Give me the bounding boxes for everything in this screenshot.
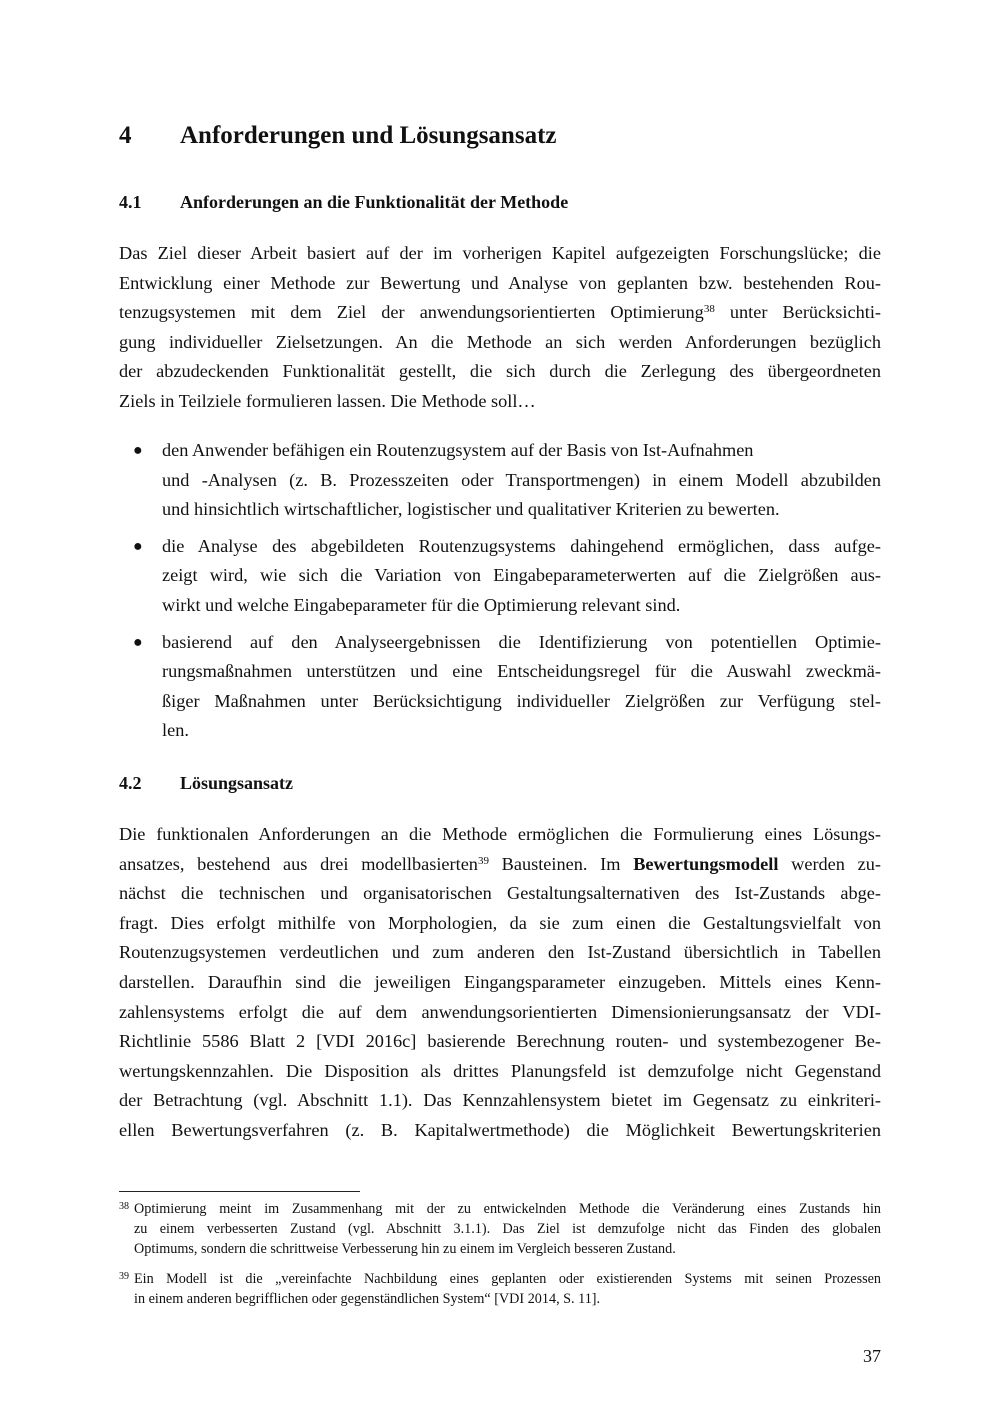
paragraph-intro: [119, 239, 881, 417]
text-line: der Betrachtung (vgl. Abschnitt 1.1). Das Kennzahlensystem bietet im Gegensatz zu einkriteri-: [119, 1090, 881, 1111]
page-number: 37: [863, 1346, 881, 1366]
text-line: [119, 850, 881, 880]
requirements-list: [119, 436, 881, 753]
list-item: [119, 436, 881, 525]
text-line: Richtlinie 5586 Blatt 2 [VDI 2016c] basierende Berechnung routen- und systembezogener Be-: [119, 1031, 881, 1052]
section-heading-4-2: [119, 770, 899, 796]
text-line: [119, 298, 881, 328]
chapter-number: 4: [119, 122, 132, 149]
bold-term: Bewertungsmodell: [633, 853, 779, 874]
text-line: fragt. Dies erfolgt mithilfe von Morphologien, da sie zum einen die Gestaltungsvielfalt von: [119, 912, 881, 933]
text-line: len.: [162, 720, 189, 741]
text-line: zeigt wird, wie sich die Variation von Eingabeparameterwerten auf die Zielgrößen aus-: [162, 565, 881, 586]
section-number: 4.1: [119, 192, 142, 212]
text-line: der abzudeckenden Funktionalität gestellt, die sich durch die Zerlegung des übergeordneten: [119, 361, 881, 382]
footnote-divider: [119, 1191, 360, 1192]
paragraph-solution: [119, 820, 881, 1146]
chapter-heading: [119, 118, 899, 154]
text-line: zahlensystems erfolgt die auf dem anwendungsorientierten Dimensionierungsansatz der VDI-: [119, 1001, 881, 1022]
footnote-ref-38[interactable]: 38: [703, 303, 715, 316]
text-segment: werden zu-: [778, 853, 881, 874]
text-line: zu einem verbesserten Zustand (vgl. Abschnitt 3.1.1). Das Ziel ist demzufolge nicht das Finden des globalen: [134, 1221, 881, 1237]
text-line: rungsmaßnahmen unterstützen und eine Entscheidungsregel für die Auswahl zweckmä-: [162, 661, 881, 682]
text-line: in einem anderen begrifflichen oder gegenständlichen System“ [VDI 2014, S. 11].: [134, 1291, 601, 1307]
text-line: und -Analysen (z. B. Prozesszeiten oder Transportmengen) in einem Modell abzubilden: [162, 469, 881, 490]
text-line: Entwicklung einer Methode zur Bewertung und Analyse von geplanten bzw. bestehenden Rou-: [119, 272, 881, 293]
section-number: 4.2: [119, 773, 142, 793]
text-line: Die funktionalen Anforderungen an die Methode ermöglichen die Formulierung eines Lösungs-: [119, 824, 881, 844]
text-line: wertungskennzahlen. Die Disposition als drittes Planungsfeld ist demzufolge nicht Gegenstand: [119, 1060, 881, 1081]
text-line: Optimierung meint im Zusammenhang mit der zu entwickelnden Methode die Veränderung eines Zustands hin: [134, 1201, 881, 1217]
text-line: ellen Bewertungsverfahren (z. B. Kapitalwertmethode) die Möglichkeit Bewertungskriterien: [119, 1119, 881, 1140]
text-line: Optimums, sondern die schrittweise Verbesserung hin zu einem im Vergleich besseren Zustand.: [134, 1241, 676, 1257]
text-line: gung individueller Zielsetzungen. An die Methode an sich werden Anforderungen bezüglich: [119, 331, 881, 352]
text-line: darstellen. Daraufhin sind die jeweiligen Eingangsparameter einzugeben. Mittels eines Kenn-: [119, 971, 881, 992]
bullet-icon: ●: [133, 633, 143, 651]
text-line: Routenzugsystemen verdeutlichen und zum anderen den Ist-Zustand übersichtlich in Tabellen: [119, 942, 881, 963]
section-heading-4-1: [119, 189, 899, 215]
text-line: wirkt und welche Eingabeparameter für die Optimierung relevant sind.: [162, 594, 681, 615]
section-title: Lösungsansatz: [180, 773, 294, 793]
text-segment: tenzugsystemen mit dem Ziel der anwendungsorientierten Optimierung: [119, 302, 704, 323]
list-item: [119, 628, 881, 746]
bullet-icon: ●: [133, 537, 143, 555]
footnote-number: 38: [119, 1201, 129, 1212]
text-line: den Anwender befähigen ein Routenzugsystem auf der Basis von Ist-Aufnahmen: [162, 440, 754, 460]
text-line: basierend auf den Analyseergebnissen die Identifizierung von potentiellen Optimie-: [162, 631, 881, 652]
text-segment: Bausteinen. Im: [488, 853, 634, 874]
text-segment: unter Berücksichti-: [714, 302, 881, 323]
chapter-title: Anforderungen und Lösungsansatz: [180, 122, 557, 149]
list-item: [119, 532, 881, 621]
section-title: Anforderungen an die Funktionalität der Methode: [180, 192, 569, 212]
footnotes: [119, 1199, 881, 1319]
text-line: die Analyse des abgebildeten Routenzugsystems dahingehend ermöglichen, dass aufge-: [162, 535, 881, 556]
bullet-icon: ●: [133, 442, 143, 459]
text-line: Ziels in Teilziele formulieren lassen. Die Methode soll…: [119, 390, 536, 411]
text-line: Ein Modell ist die „vereinfachte Nachbildung eines geplanten oder existierenden Systems mit seinen Prozessen: [134, 1271, 881, 1287]
footnote-ref-39[interactable]: 39: [477, 854, 489, 867]
footnote-38: [119, 1199, 881, 1259]
text-line: ßiger Maßnahmen unter Berücksichtigung individueller Zielgrößen zur Verfügung stel-: [162, 690, 881, 711]
text-line: nächst die technischen und organisatorischen Gestaltungsalternativen des Ist-Zustands abge-: [119, 883, 881, 904]
footnote-number: 39: [119, 1271, 129, 1282]
footnote-39: [119, 1269, 881, 1309]
text-line: und hinsichtlich wirtschaftlicher, logistischer und qualitativer Kriterien zu bewerten.: [162, 499, 780, 520]
text-segment: ansatzes, bestehend aus drei modellbasierten: [119, 853, 478, 874]
text-line: Das Ziel dieser Arbeit basiert auf der im vorherigen Kapitel aufgezeigten Forschungslücke; die: [119, 243, 881, 263]
